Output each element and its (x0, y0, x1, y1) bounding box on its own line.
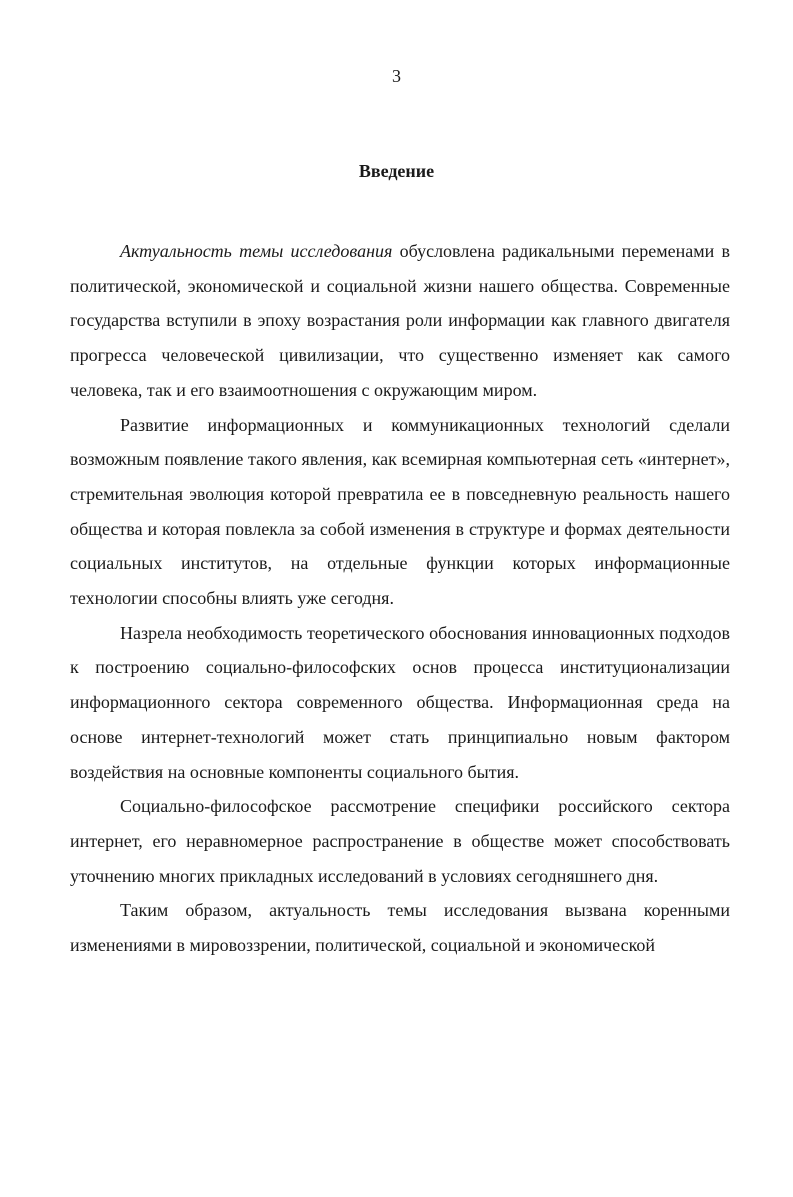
paragraph-relevance (70, 234, 730, 408)
paragraph-russian-sector: Социально-философское рассмотрение специфики российского сектора интернет, его неравномерное распространение в обществе может способствовать уточнению многих прикладных исследований в условиях сегодняшнего дня. (70, 796, 730, 886)
page-number: 3 (392, 66, 401, 86)
paragraph-ict-development: Развитие информационных и коммуникационных технологий сделали возможным появление такого явления, как всемирная компьютерная сеть «интернет», стремительная эволюция которой превратила ее в повседневную реальность нашего общества и которая повлекла за собой изменения в структуре и формах деятельности социальных институтов, на отдельные функции которых информационные технологии способны влиять уже сегодня. (70, 414, 730, 609)
relevance-lead-italic: Актуальность темы исследования (120, 241, 393, 261)
document-body (70, 234, 730, 963)
paragraph-theoretical-need: Назрела необходимость теоретического обоснования инновационных подходов к построению социально-философских основ процесса институционализации информационного сектора современного общества. Информационная среда на основе интернет-технологий может стать принципиально новым фактором воздействия на основные компоненты социального бытия. (70, 622, 730, 782)
section-heading: Введение (358, 161, 435, 181)
paragraph-conclusion: Таким образом, актуальность темы исследования вызвана коренными изменениями в мировоззрении, политической, социальной и экономической (70, 900, 730, 956)
relevance-text: обусловлена радикальными переменами в политической, экономической и социальной жизни нашего общества. Современные государства вступили в эпоху возрастания роли информации как главного двигателя прогресса человеческой цивилизации, что существенно изменяет как самого человека, так и его взаимоотношения с окружающим миром. (70, 241, 730, 400)
